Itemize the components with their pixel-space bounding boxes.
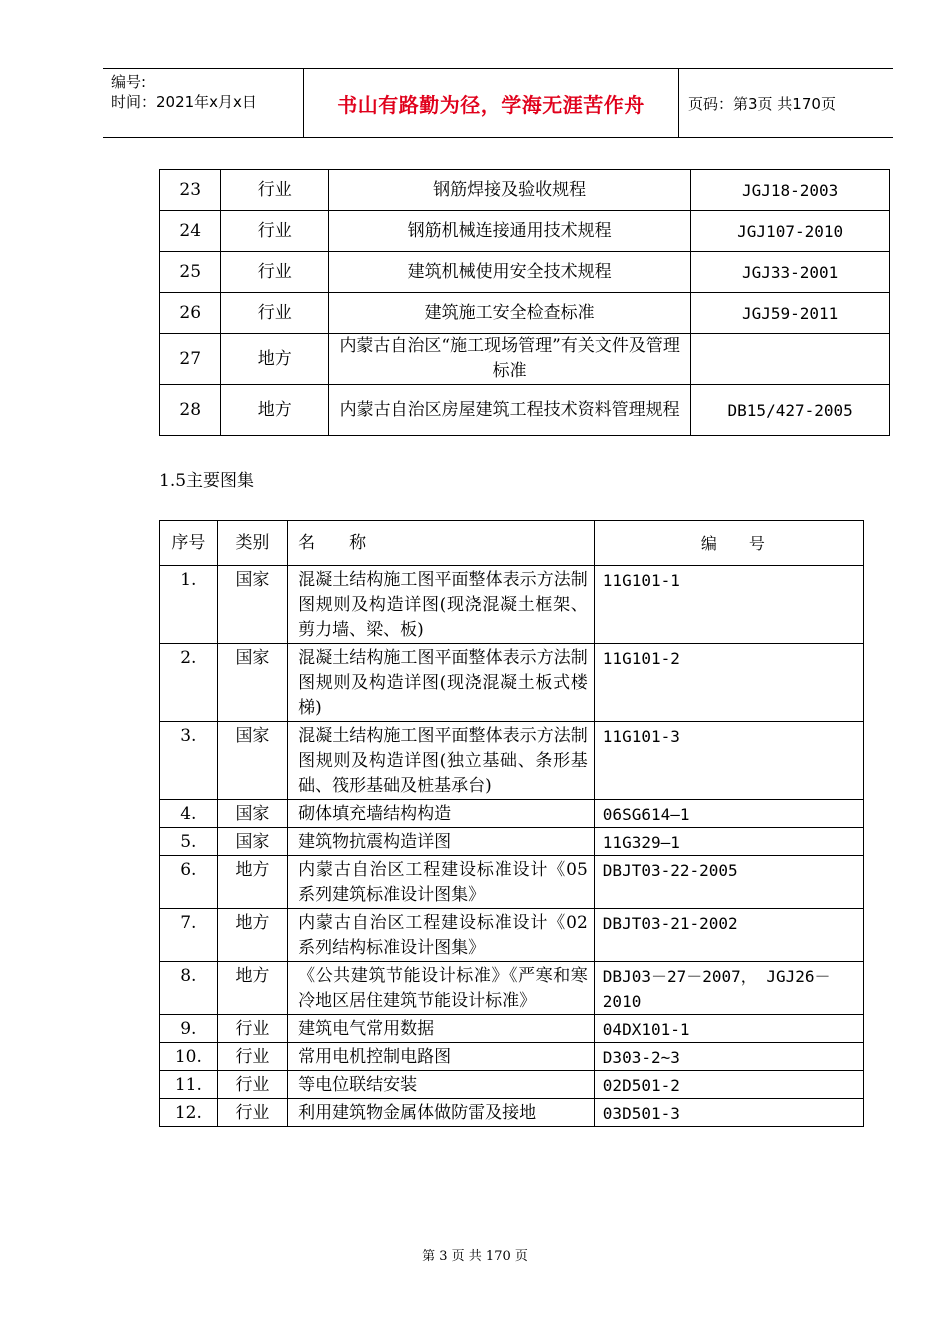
cell-code: 11G101-2 bbox=[594, 644, 863, 722]
table-row bbox=[160, 828, 864, 856]
cell-no: 11. bbox=[160, 1071, 218, 1099]
cell-category: 行业 bbox=[217, 1015, 287, 1043]
table-row bbox=[160, 909, 864, 962]
cell-no: 28 bbox=[160, 385, 221, 436]
cell-code bbox=[691, 334, 890, 385]
cell-no: 10. bbox=[160, 1043, 218, 1071]
cell-no: 3. bbox=[160, 722, 218, 800]
cell-name: 内蒙古自治区房屋建筑工程技术资料管理规程 bbox=[328, 385, 690, 436]
table-row bbox=[160, 1099, 864, 1127]
cell-name: 钢筋焊接及验收规程 bbox=[328, 170, 690, 211]
cell-category: 地方 bbox=[217, 856, 287, 909]
table-row bbox=[160, 856, 864, 909]
table-row bbox=[160, 334, 890, 385]
table-row bbox=[160, 170, 890, 211]
cell-no: 12. bbox=[160, 1099, 218, 1127]
table-row bbox=[160, 1015, 864, 1043]
page-header bbox=[103, 68, 893, 138]
cell-category: 行业 bbox=[217, 1099, 287, 1127]
cell-category: 国家 bbox=[217, 800, 287, 828]
cell-name: 内蒙古自治区工程建设标准设计《05系列建筑标准设计图集》 bbox=[288, 856, 595, 909]
header-no: 序号 bbox=[160, 521, 218, 566]
table-row bbox=[160, 722, 864, 800]
cell-name: 等电位联结安装 bbox=[288, 1071, 595, 1099]
cell-no: 1. bbox=[160, 566, 218, 644]
cell-no: 9. bbox=[160, 1015, 218, 1043]
table-row bbox=[160, 385, 890, 436]
table-row bbox=[160, 1043, 864, 1071]
table-row bbox=[160, 211, 890, 252]
cell-category: 行业 bbox=[221, 170, 329, 211]
header-category: 类别 bbox=[217, 521, 287, 566]
cell-no: 2. bbox=[160, 644, 218, 722]
cell-name: 钢筋机械连接通用技术规程 bbox=[328, 211, 690, 252]
cell-category: 国家 bbox=[217, 722, 287, 800]
cell-no: 23 bbox=[160, 170, 221, 211]
table-row bbox=[160, 252, 890, 293]
cell-code: DBJ03－27－2007， JGJ26－2010 bbox=[594, 962, 863, 1015]
cell-no: 7. bbox=[160, 909, 218, 962]
cell-category: 行业 bbox=[221, 293, 329, 334]
cell-no: 27 bbox=[160, 334, 221, 385]
cell-no: 6. bbox=[160, 856, 218, 909]
cell-no: 26 bbox=[160, 293, 221, 334]
slogan: 书山有路勤为径，学海无涯苦作舟 bbox=[337, 92, 645, 117]
cell-category: 地方 bbox=[217, 909, 287, 962]
table-header-row bbox=[160, 521, 864, 566]
standards-table bbox=[159, 169, 890, 436]
cell-name: 建筑施工安全检查标准 bbox=[328, 293, 690, 334]
cell-category: 地方 bbox=[221, 334, 329, 385]
cell-code: 06SG614—1 bbox=[594, 800, 863, 828]
cell-code: 11G329—1 bbox=[594, 828, 863, 856]
cell-code: JGJ33-2001 bbox=[691, 252, 890, 293]
cell-category: 国家 bbox=[217, 566, 287, 644]
cell-code: JGJ18-2003 bbox=[691, 170, 890, 211]
table-row bbox=[160, 962, 864, 1015]
cell-code: DBJT03-22-2005 bbox=[594, 856, 863, 909]
cell-name: 建筑机械使用安全技术规程 bbox=[328, 252, 690, 293]
cell-no: 8. bbox=[160, 962, 218, 1015]
header-slogan-cell bbox=[303, 69, 679, 137]
cell-no: 24 bbox=[160, 211, 221, 252]
cell-code: 04DX101-1 bbox=[594, 1015, 863, 1043]
cell-code: 11G101-1 bbox=[594, 566, 863, 644]
cell-category: 行业 bbox=[217, 1043, 287, 1071]
page-footer: 第 3 页 共 170 页 bbox=[422, 1249, 528, 1264]
table-row bbox=[160, 566, 864, 644]
table-row bbox=[160, 293, 890, 334]
cell-code: 02D501-2 bbox=[594, 1071, 863, 1099]
cell-category: 地方 bbox=[217, 962, 287, 1015]
table-row bbox=[160, 800, 864, 828]
atlas-table bbox=[159, 520, 864, 1127]
time-label: 时间：2021年x月x日 bbox=[111, 93, 257, 111]
cell-category: 地方 bbox=[221, 385, 329, 436]
section-title: 1.5主要图集 bbox=[159, 471, 255, 491]
cell-name: 混凝土结构施工图平面整体表示方法制图规则及构造详图(现浇混凝土板式楼梯) bbox=[288, 644, 595, 722]
cell-name: 常用电机控制电路图 bbox=[288, 1043, 595, 1071]
header-meta bbox=[103, 69, 303, 137]
cell-category: 行业 bbox=[217, 1071, 287, 1099]
cell-name: 建筑电气常用数据 bbox=[288, 1015, 595, 1043]
cell-code: 11G101-3 bbox=[594, 722, 863, 800]
cell-code: 03D501-3 bbox=[594, 1099, 863, 1127]
cell-name: 砌体填充墙结构构造 bbox=[288, 800, 595, 828]
cell-name: 内蒙古自治区“施工现场管理”有关文件及管理标准 bbox=[328, 334, 690, 385]
cell-no: 5. bbox=[160, 828, 218, 856]
table-row bbox=[160, 644, 864, 722]
cell-name: 混凝土结构施工图平面整体表示方法制图规则及构造详图(现浇混凝土框架、剪力墙、梁、板) bbox=[288, 566, 595, 644]
cell-name: 建筑物抗震构造详图 bbox=[288, 828, 595, 856]
header-code: 编 号 bbox=[594, 521, 863, 566]
cell-category: 国家 bbox=[217, 828, 287, 856]
cell-no: 4. bbox=[160, 800, 218, 828]
page-label: 页码：第3页 共170页 bbox=[688, 94, 836, 113]
cell-category: 行业 bbox=[221, 211, 329, 252]
header-name: 名 称 bbox=[288, 521, 595, 566]
cell-category: 国家 bbox=[217, 644, 287, 722]
cell-category: 行业 bbox=[221, 252, 329, 293]
cell-name: 利用建筑物金属体做防雷及接地 bbox=[288, 1099, 595, 1127]
cell-code: JGJ59-2011 bbox=[691, 293, 890, 334]
cell-name: 《公共建筑节能设计标准》《严寒和寒冷地区居住建筑节能设计标准》 bbox=[288, 962, 595, 1015]
cell-code: D303-2~3 bbox=[594, 1043, 863, 1071]
cell-code: JGJ107-2010 bbox=[691, 211, 890, 252]
number-label: 编号: bbox=[111, 73, 147, 91]
table-row bbox=[160, 1071, 864, 1099]
cell-code: DBJT03-21-2002 bbox=[594, 909, 863, 962]
header-page-cell bbox=[678, 69, 893, 137]
cell-name: 混凝土结构施工图平面整体表示方法制图规则及构造详图(独立基础、条形基础、筏形基础及桩基承台) bbox=[288, 722, 595, 800]
cell-name: 内蒙古自治区工程建设标准设计《02系列结构标准设计图集》 bbox=[288, 909, 595, 962]
cell-no: 25 bbox=[160, 252, 221, 293]
cell-code: DB15/427-2005 bbox=[691, 385, 890, 436]
